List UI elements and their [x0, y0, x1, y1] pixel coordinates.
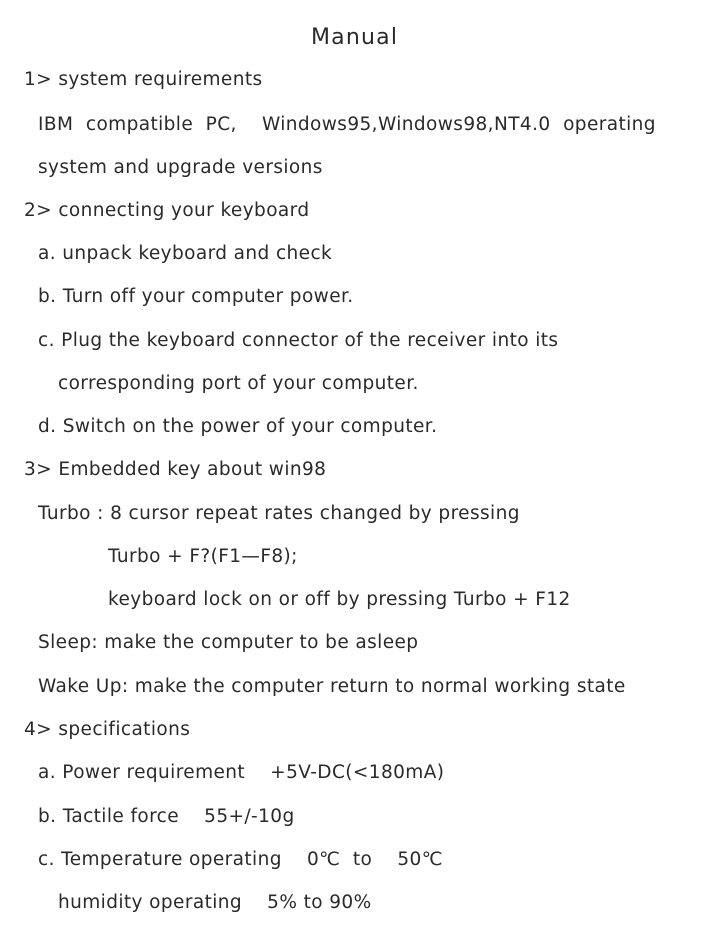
- list-item: c. Plug the keyboard connector of the receiver into its: [38, 330, 559, 351]
- paragraph-line: IBM compatible PC, Windows95,Windows98,NT4.0 operating: [38, 114, 656, 135]
- page-title: Manual: [311, 25, 399, 50]
- paragraph-line: system and upgrade versions: [38, 157, 323, 178]
- spec-line: c. Temperature operating 0℃ to 50℃: [38, 849, 443, 870]
- list-item: d. Switch on the power of your computer.: [38, 416, 438, 437]
- section-heading-connecting-keyboard: 2> connecting your keyboard: [24, 200, 310, 221]
- spec-line-continuation: humidity operating 5% to 90%: [58, 892, 372, 913]
- section-heading-specifications: 4> specifications: [24, 719, 191, 740]
- indented-line: Turbo + F?(F1—F8);: [108, 546, 298, 567]
- paragraph-line: Turbo : 8 cursor repeat rates changed by pressing: [38, 503, 520, 524]
- list-item-continuation: corresponding port of your computer.: [58, 373, 419, 394]
- paragraph-line: Wake Up: make the computer return to normal working state: [38, 676, 626, 697]
- section-heading-embedded-key: 3> Embedded key about win98: [24, 459, 327, 480]
- list-item: b. Turn off your computer power.: [38, 286, 354, 307]
- spec-line: a. Power requirement +5V-DC(<180mA): [38, 762, 445, 783]
- spec-line: b. Tactile force 55+/-10g: [38, 806, 295, 827]
- list-item: a. unpack keyboard and check: [38, 243, 333, 264]
- indented-line: keyboard lock on or off by pressing Turbo + F12: [108, 589, 571, 610]
- section-heading-system-requirements: 1> system requirements: [24, 69, 263, 90]
- paragraph-line: Sleep: make the computer to be asleep: [38, 632, 419, 653]
